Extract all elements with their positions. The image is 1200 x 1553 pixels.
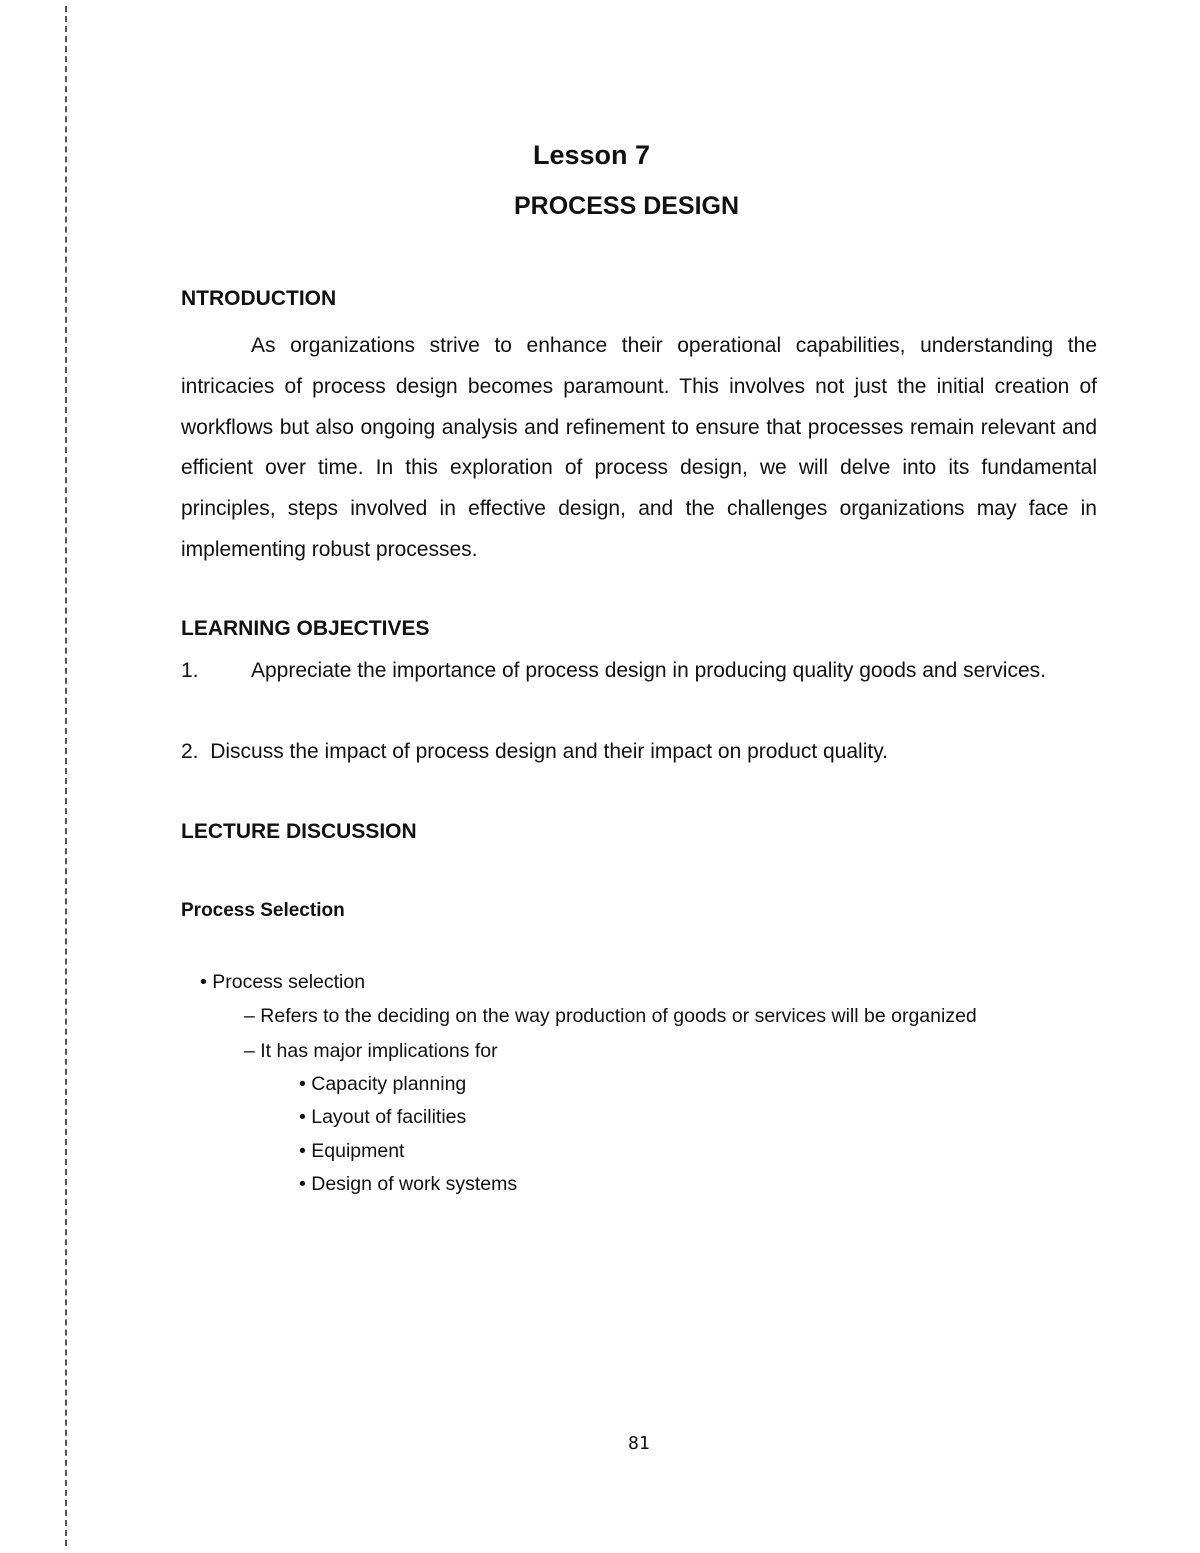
bullet-process-selection: • Process selection: [200, 971, 366, 993]
lesson-number: Lesson 7: [533, 140, 651, 170]
page-number: 81: [628, 1433, 650, 1454]
objective-number-2: 2.: [181, 740, 199, 763]
sub-item-refers: – Refers to the deciding on the way production of goods or services will be organized: [244, 1005, 977, 1027]
sub-item-implications: – It has major implications for: [244, 1040, 498, 1062]
implication-work-systems: • Design of work systems: [299, 1173, 518, 1195]
implication-equipment: • Equipment: [299, 1140, 405, 1162]
objective-item-1: [181, 651, 1097, 692]
implication-capacity-planning: • Capacity planning: [299, 1073, 467, 1095]
margin-dashed-line: [65, 6, 67, 1546]
objective-number-1: 1.: [181, 659, 199, 682]
objective-text-2: Discuss the impact of process design and their impact on product quality.: [210, 740, 888, 763]
objective-text-1: Appreciate the importance of process design in producing quality goods and services.: [251, 659, 1046, 682]
introduction-heading: NTRODUCTION: [181, 287, 337, 310]
introduction-paragraph: As organizations strive to enhance their operational capabilities, understanding the intricacies of process design becomes paramount. This involves not just the initial creation of workflows but also ongoing analysis and refinement to ensure that processes remain relevant and efficient over time. In this exploration of process design, we will delve into its fundamental principles, steps involved in effective design, and the challenges organizations may face in implementing robust processes.: [181, 334, 1097, 561]
process-selection-subheading: Process Selection: [181, 900, 345, 921]
objective-item-2: [181, 732, 888, 773]
lecture-heading: LECTURE DISCUSSION: [181, 820, 417, 843]
implication-layout: • Layout of facilities: [299, 1106, 467, 1128]
objectives-heading: LEARNING OBJECTIVES: [181, 617, 430, 640]
page-title: PROCESS DESIGN: [514, 192, 740, 220]
